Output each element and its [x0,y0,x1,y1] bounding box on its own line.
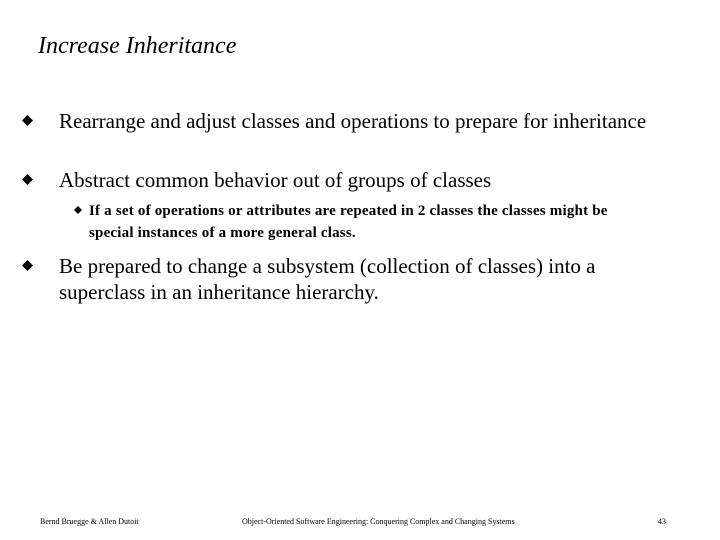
footer-book-title: Object-Oriented Software Engineering: Conquering Complex and Changing Systems [242,517,515,526]
bullet-item [22,167,682,193]
sub-bullet-text: If a set of operations or attributes are repeated in 2 classes the classes might be special instances of a more general class. [89,203,608,241]
bullet-item [22,253,682,305]
diamond-bullet-icon [22,115,33,126]
sub-bullet-item [74,200,654,244]
bullet-item [22,108,682,134]
footer-page-number: 43 [658,517,666,526]
diamond-bullet-icon [22,260,33,271]
slide-title: Increase Inheritance [38,33,237,59]
footer-authors: Bernd Bruegge & Allen Dutoit [40,517,139,526]
diamond-bullet-icon [22,174,33,185]
small-diamond-bullet-icon [74,206,82,214]
bullet-text: Abstract common behavior out of groups of classes [59,168,492,192]
bullet-text: Be prepared to change a subsystem (collection of classes) into a superclass in an inheritance hierarchy. [59,254,596,304]
bullet-text: Rearrange and adjust classes and operations to prepare for inheritance [59,109,647,133]
